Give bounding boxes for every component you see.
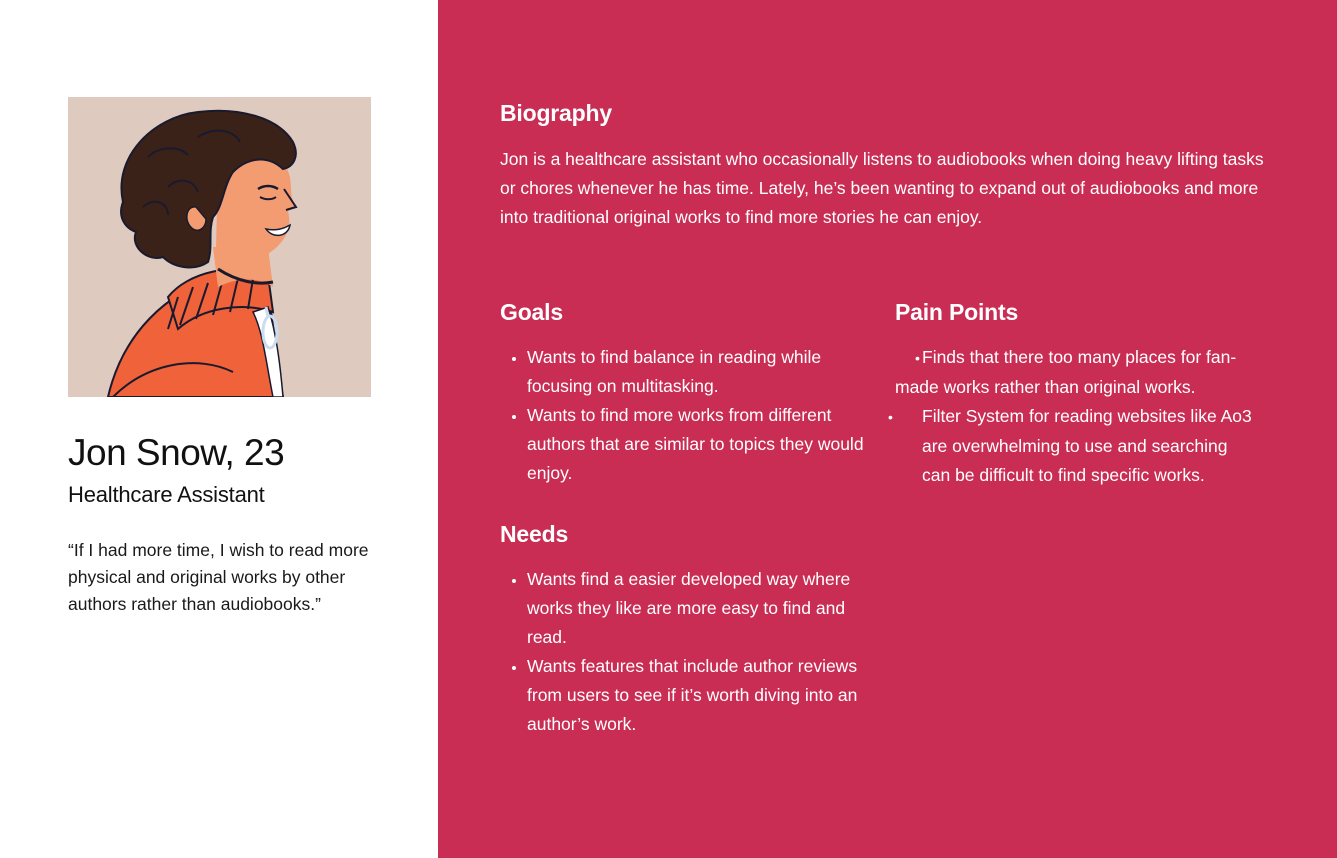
list-item-text: Finds that there too many places for fan-made works rather than original works. [895, 347, 1237, 397]
goals-heading: Goals [500, 299, 563, 325]
persona-name: Jon Snow, 23 [68, 432, 285, 473]
person-profile-illustration-icon [68, 97, 371, 397]
list-item: • Wants to find more works from different authors that are similar to topics they would enjoy. [527, 401, 869, 488]
biography-heading: Biography [500, 100, 612, 126]
list-item [895, 343, 1255, 402]
biography-text: Jon is a healthcare assistant who occasionally listens to audiobooks when doing heavy lifting tasks or chores whenever he has time. Lately, he’s been wanting to expand out of audiobooks and more into traditional original works to find more stories he can enjoy. [500, 149, 1264, 227]
bullet-dot-icon: • [915, 350, 920, 366]
goals-list [500, 343, 869, 488]
list-item: • Wants to find balance in reading while focusing on multitasking. [527, 343, 869, 401]
persona-profile-panel [0, 0, 438, 858]
list-item: • Wants features that include author reviews from users to see if it’s worth diving into an author’s work. [527, 652, 869, 739]
bullet-dot-icon: • [888, 409, 893, 425]
persona-role: Healthcare Assistant [68, 482, 265, 507]
list-item [888, 402, 1255, 490]
pain-points-list [888, 343, 1255, 490]
needs-heading: Needs [500, 521, 569, 547]
avatar [68, 97, 371, 397]
persona-quote: “If I had more time, I wish to read more physical and original works by other authors rather than audiobooks.” [68, 540, 369, 614]
persona-details-panel [438, 0, 1337, 858]
pain-points-heading: Pain Points [895, 299, 1019, 325]
list-item-text: Filter System for reading websites like Ao3 are overwhelming to use and searching can be difficult to find specific works. [922, 406, 1252, 485]
list-item: • Wants find a easier developed way where works they like are more easy to find and read. [527, 565, 869, 652]
needs-list [500, 565, 869, 739]
